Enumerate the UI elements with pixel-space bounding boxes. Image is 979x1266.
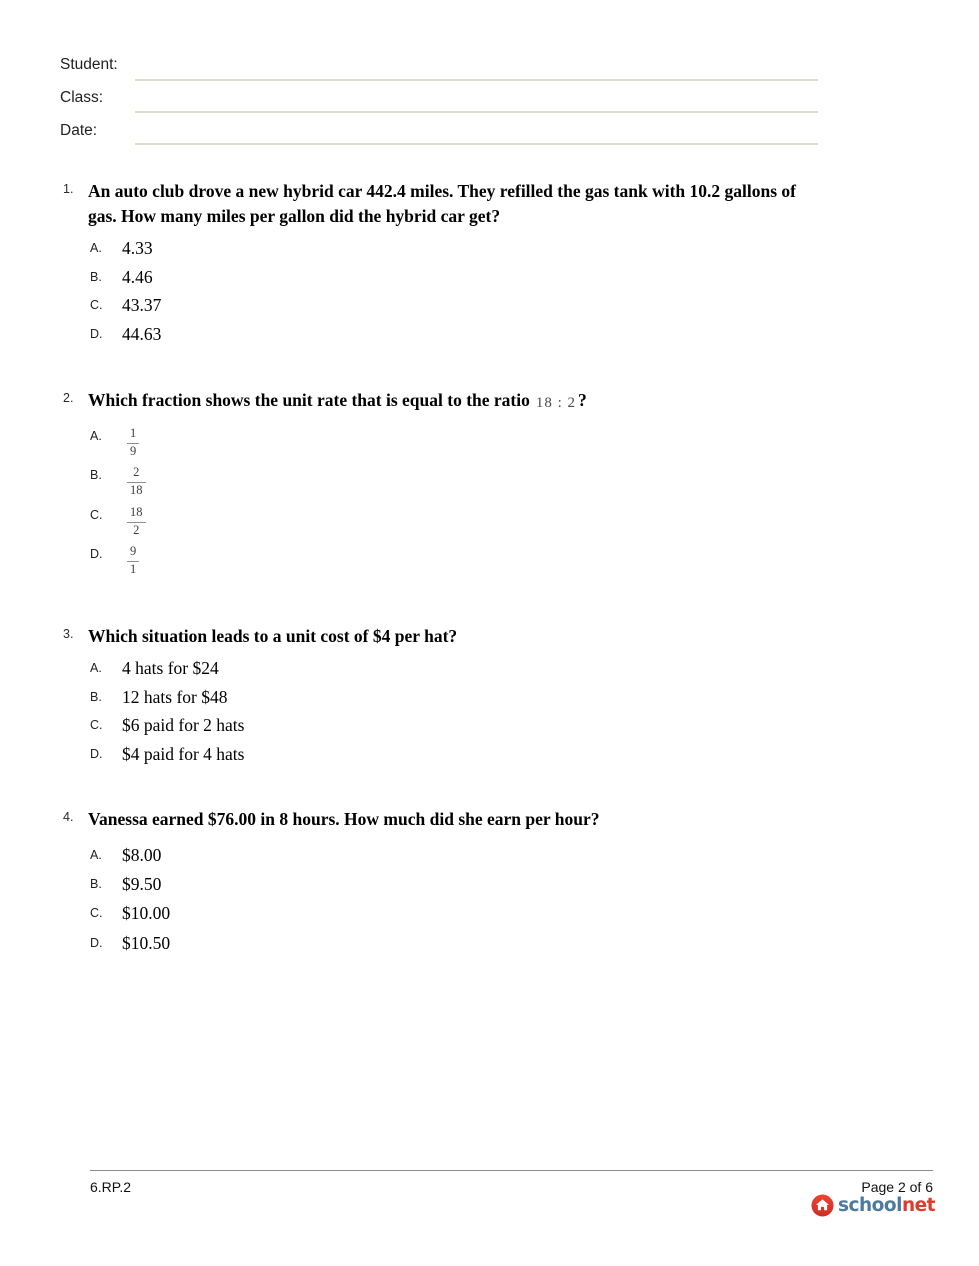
ratio-expression: 18 : 2 [535,395,577,411]
option-row [90,324,161,353]
fraction-numerator: 1 [130,426,137,440]
question-2-text-before: Which fraction shows the unit rate that is equal to the ratio [88,390,530,410]
schoolnet-logo [811,1194,935,1217]
question-4-text: Vanessa earned $76.00 in 8 hours. How much did she earn per hour? [88,809,600,829]
question-1-text: An auto club drove a new hybrid car 442.4 miles. They refilled the gas tank with 10.2 gallons of gas. How many miles per gallon did the hybrid car get? [88,181,796,226]
question-4-number: 4. [63,810,74,824]
standard-code: 6.RP.2 [90,1179,131,1195]
question-2 [63,388,833,588]
fraction-denominator: 9 [127,443,139,459]
question-4 [63,807,833,967]
option-letter: A. [90,848,102,862]
option-row [90,687,244,716]
option-row [90,933,170,962]
option-row [90,238,161,267]
option-letter: D. [90,327,103,342]
option-letter: D. [90,747,103,762]
fraction-numerator: 18 [130,504,143,519]
fraction [127,427,139,459]
option-letter: C. [90,906,103,921]
logo-text [838,1194,935,1217]
option-row [90,744,244,773]
option-letter: C. [90,298,103,313]
student-label: Student: [60,56,118,73]
option-row [90,874,170,903]
question-3-options [90,658,244,773]
fraction-numerator: 2 [133,465,140,480]
option-text: $9.50 [122,874,162,895]
logo-text-net: net [901,1195,935,1216]
question-1-options [90,238,161,353]
option-text: 4.33 [122,238,153,258]
option-letter: C. [90,718,103,733]
option-text: $8.00 [122,845,162,865]
question-1 [63,179,833,374]
date-label: Date: [60,122,98,139]
fraction-denominator: 18 [127,482,146,498]
question-4-options [90,845,170,962]
option-text: 44.63 [122,324,162,345]
option-text: $4 paid for 4 hats [122,744,245,765]
fraction [127,506,146,538]
option-row [90,267,161,296]
fraction [127,466,146,498]
class-blank-line [135,111,818,113]
option-letter: B. [90,468,102,483]
option-letter: B. [90,269,102,284]
option-letter: B. [90,877,102,892]
option-letter: D. [90,935,103,950]
class-label: Class: [60,89,104,106]
option-letter: D. [90,547,103,562]
footer-divider [90,1170,933,1171]
option-text: 12 hats for $48 [122,686,228,707]
question-3-number: 3. [63,627,74,641]
question-2-options [90,427,146,585]
question-3-text: Which situation leads to a unit cost of $4 per hat? [88,626,458,646]
option-row [90,545,146,584]
question-2-text-after: ? [578,390,587,410]
option-text: $6 paid for 2 hats [122,715,245,736]
fraction-numerator: 9 [130,544,137,559]
option-letter: A. [90,661,102,675]
option-row [90,506,146,545]
question-1-number: 1. [63,182,74,196]
option-letter: C. [90,507,103,522]
option-row [90,427,146,466]
option-row [90,466,146,505]
option-text: 4.46 [122,266,153,287]
option-row [90,845,170,874]
home-icon [811,1194,834,1217]
option-letter: B. [90,689,102,704]
option-letter: A. [90,429,102,443]
fraction [127,545,139,577]
logo-text-school: school [838,1195,902,1216]
student-blank-line [135,79,818,81]
option-text: $10.00 [122,903,171,924]
option-row [90,295,161,324]
page-indicator: Page 2 of 6 [861,1179,933,1195]
option-letter: A. [90,241,102,255]
option-row [90,715,244,744]
fraction-denominator: 2 [127,522,146,538]
question-2-text [88,388,825,415]
option-text: 4 hats for $24 [122,658,219,678]
date-blank-line [135,143,818,145]
question-2-number: 2. [63,391,74,405]
option-text: 43.37 [122,295,162,316]
fraction-denominator: 1 [127,561,139,577]
question-3 [63,624,833,774]
option-text: $10.50 [122,932,171,953]
option-row [90,903,170,932]
option-row [90,658,244,687]
